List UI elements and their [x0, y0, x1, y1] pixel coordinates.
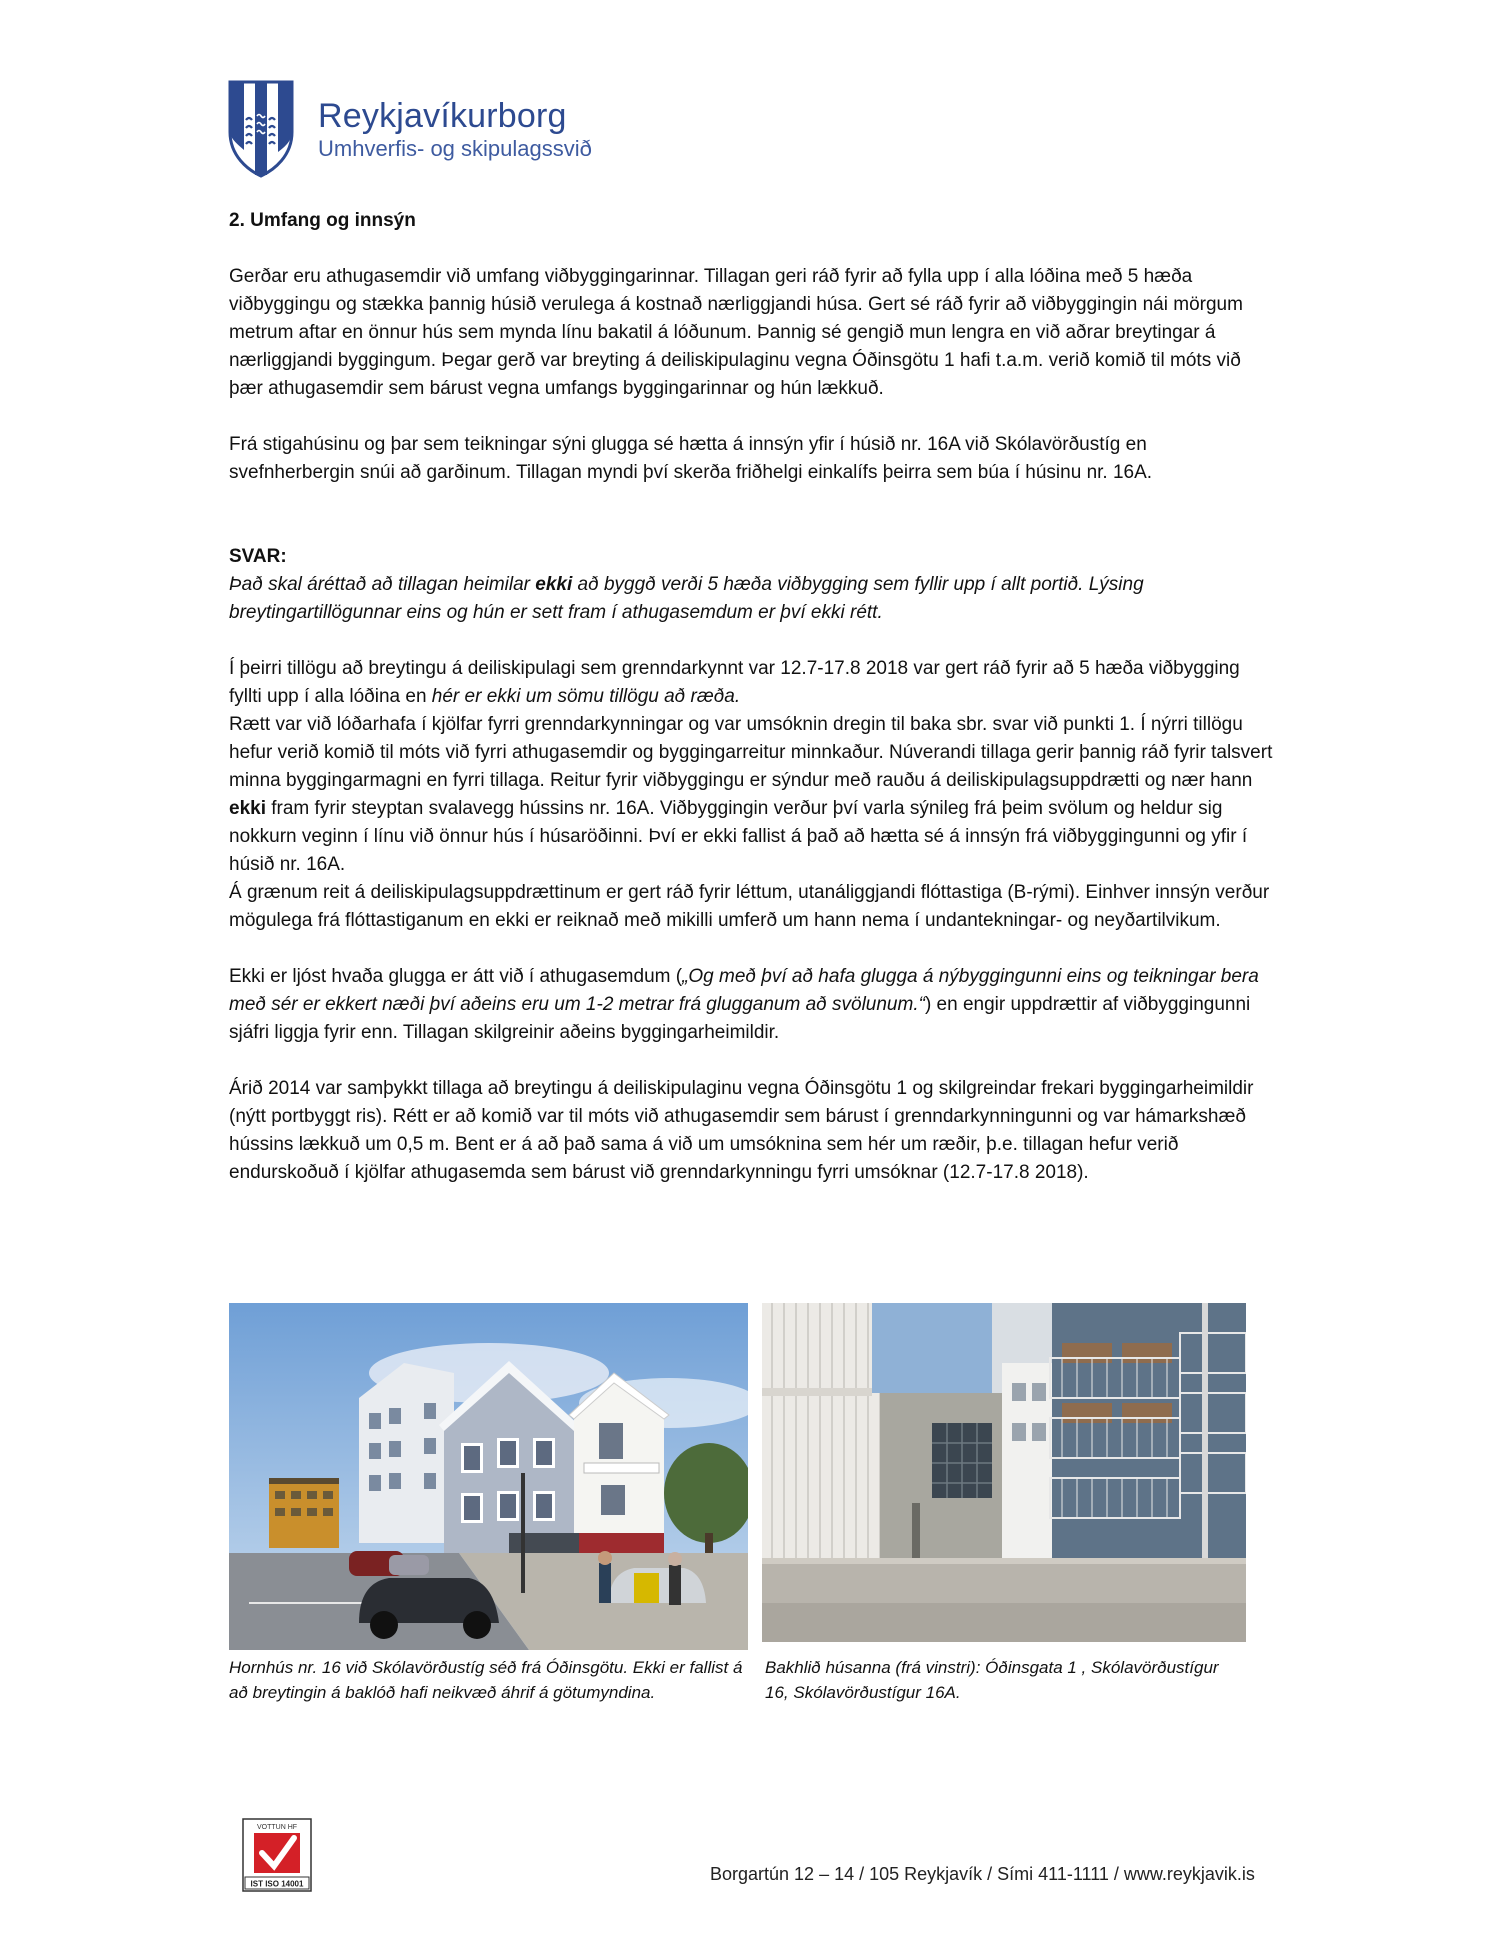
answer-paragraph-2014: Árið 2014 var samþykkt tillaga að breytingu á deiliskipulaginu vegna Óðinsgötu 1 og skilgreindar frekari byggingarheimildir (nýtt portbyggt ris). Rétt er að komið var til móts við athugasemdir sem bárust í grenndarkynningunni og var hámarkshæð hússins lækkuð um 0,5 m. Bent er á að það sama á við um umsóknina sem hér um ræðir, þ.e. tillagan hefur verið endurskoðuð í kjölfar athugasemda sem bárust við grenndarkynningu fyrri umsóknar (12.7-17.8 2018). — [229, 1078, 1254, 1183]
answer-paragraph-windows: Ekki er ljóst hvaða glugga er átt við í athugasemdum („Og með því að hafa glugga á nýbyggingunni eins og teikningar bera með sér er ekkert næði því aðeins eru um 1-2 metrar frá glugganum að svölunum.“) en engir uppdrættir af viðbyggingunni sjáfri liggja fyrir enn. Tillagan skilgreinir aðeins byggingarheimildir. — [229, 966, 1259, 1043]
answer-paragraph-escape-stair: Á grænum reit á deiliskipulagsuppdrættinum er gert ráð fyrir léttum, utanáliggjandi flóttastiga (B-rými). Einhver innsýn verður mögulega frá flóttastiganum en ekki er reiknað með mikilli umferð um hann nema í undantekningar- og neyðartilvikum. — [229, 882, 1270, 931]
org-block — [318, 98, 592, 162]
answer-paragraph-previous-proposal: Í þeirri tillögu að breytingu á deiliskipulagi sem grenndarkynnt var 12.7-17.8 2018 var gert ráð fyrir að 5 hæða viðbygging fyllti upp í alla lóðina en hér er ekki um sömu tillögu að ræða. — [229, 658, 1240, 707]
cert-top-text: VOTTUN HF — [256, 1824, 298, 1831]
photo-caption-left: Hornhús nr. 16 við Skólavörðustíg séð frá Óðinsgötu. Ekki er fallist á að breytingin á baklóð hafi neikvæð áhrif á götumyndina. — [229, 1658, 743, 1702]
reykjavik-crest-logo — [228, 80, 294, 178]
org-name: Reykjavíkurborg — [318, 97, 567, 135]
quoted-objection: „Og með því að hafa glugga á nýbyggingunni eins og teikningar bera með sér er ekkert næði því aðeins eru um 1-2 metrar frá glugganum að svölunum.“ — [229, 966, 1259, 1015]
objection-paragraph-1: Gerðar eru athugasemdir við umfang viðbyggingarinnar. Tillagan geri ráð fyrir að fylla upp í alla lóðina með 5 hæða viðbyggingu og stækka þannig húsið verulega á kostnað nærliggjandi húsa. Gert sé ráð fyrir að viðbyggingin nái mörgum metrum aftar en önnur hús sem mynda línu bakatil á lóðunum. Þannig sé gengið mun lengra en við aðrar breytingar á nærliggjandi byggingum. Þegar gerð var breyting á deiliskipulaginu vegna Óðinsgötu 1 hafi t.a.m. verið komið til móts við þær athugasemdir sem bárust vegna umfangs byggingarinnar og hún lækkuð. — [229, 266, 1243, 399]
org-department: Umhverfis- og skipulagssvið — [318, 136, 592, 161]
photo-building-backs — [762, 1303, 1246, 1642]
document-body — [229, 207, 1274, 1187]
answer-label: SVAR: — [229, 546, 287, 567]
section-heading: 2. Umfang og innsýn — [229, 210, 416, 231]
iso-14001-certification-badge — [242, 1818, 312, 1892]
cert-bottom-text: IST ISO 14001 — [250, 1879, 304, 1889]
footer-address: Borgartún 12 – 14 / 105 Reykjavík / Sími 411-1111 / www.reykjavik.is — [710, 1864, 1255, 1884]
emphasis-ekki: ekki — [229, 798, 266, 819]
emphasis-ekki: ekki — [535, 574, 573, 595]
letterhead — [228, 80, 628, 180]
photo-street-corner — [229, 1303, 748, 1650]
answer-paragraph-new-proposal: Rætt var við lóðarhafa í kjölfar fyrri grenndarkynningar og var umsóknin dregin til baka sbr. svar við punkti 1. Í nýrri tillögu hefur verið komið til móts við fyrri athugasemdir og byggingarreitur minnkaður. Núverandi tillaga gerir þannig ráð fyrir talsvert minna byggingarmagni en fyrri tillaga. Reitur fyrir viðbyggingu er sýndur með rauðu á deiliskipulagsuppdrætti og nær hann ekki fram fyrir steyptan svalavegg hússins nr. 16A. Viðbyggingin verður því varla sýnileg frá þeim svölum og heldur sig nokkurn veginn í línu við önnur hús í húsaröðinni. Því er ekki fallist á það að hætta sé á innsýn frá viðbyggingunni og yfir í húsið nr. 16A. — [229, 714, 1273, 875]
answer-lead: Það skal áréttað að tillagan heimilar ekki að byggð verði 5 hæða viðbygging sem fyllir upp í allt portið. Lýsing breytingartillögunnar eins og hún er sett fram í athugasemdum er því ekki rétt. — [229, 574, 1144, 623]
objection-paragraph-2: Frá stigahúsinu og þar sem teikningar sýni glugga sé hætta á innsýn yfir í húsið nr. 16A við Skólavörðustíg en svefnherbergin snúi að garðinum. Tillagan myndi því skerða friðhelgi einkalífs þeirra sem búa í húsinu nr. 16A. — [229, 434, 1153, 483]
photo-caption-right: Bakhlið húsanna (frá vinstri): Óðinsgata 1 , Skólavörðustígur 16, Skólavörðustígur 16A. — [765, 1658, 1219, 1702]
